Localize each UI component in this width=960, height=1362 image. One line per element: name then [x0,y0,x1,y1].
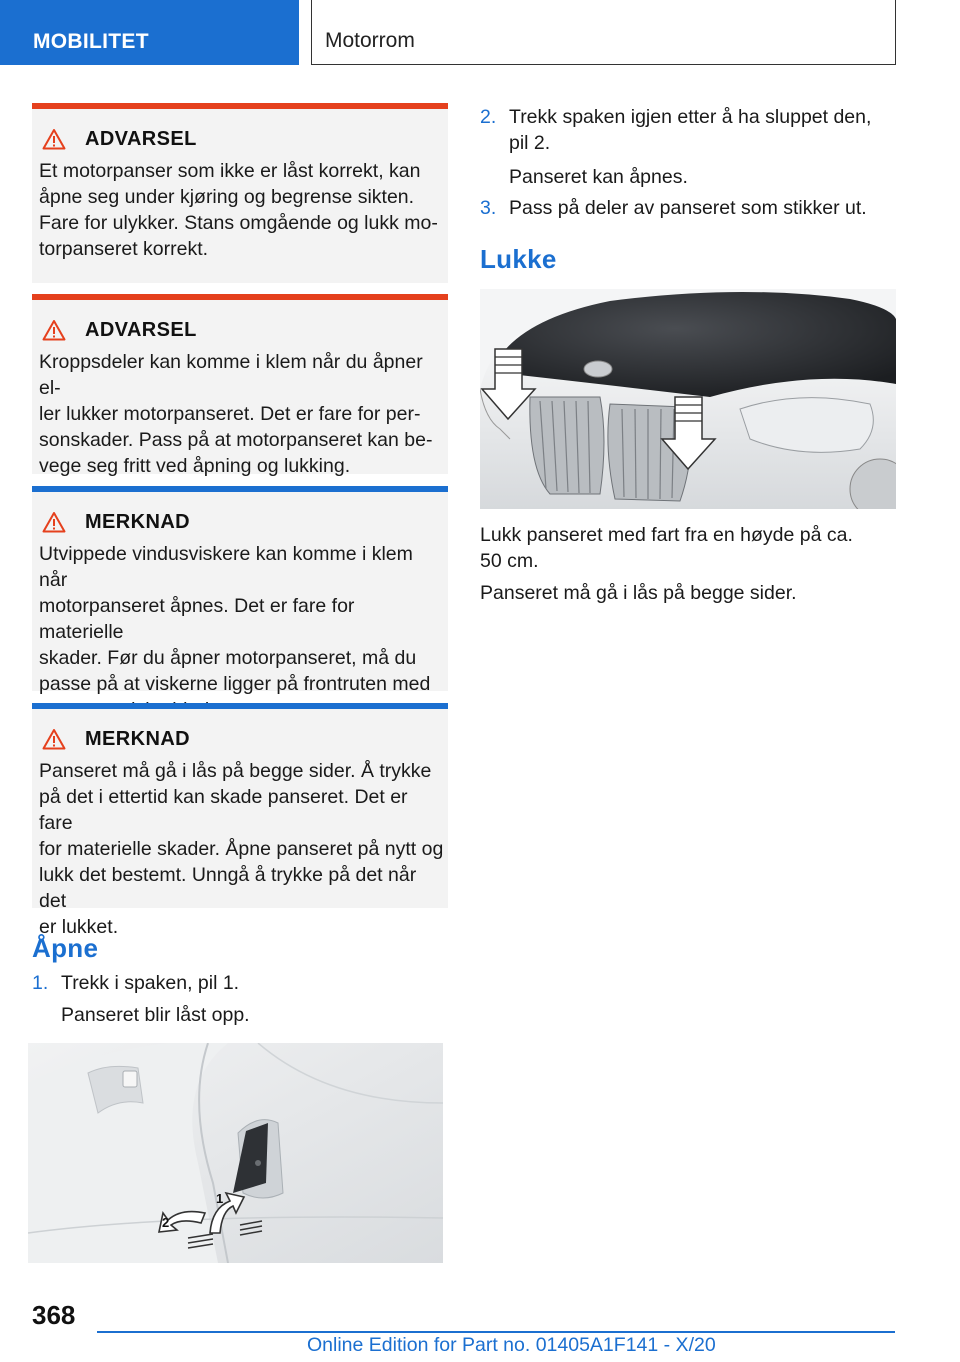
step-number: 2. [480,106,497,128]
notice-body: Kroppsdeler kan komme i klem når du åpner el- ler lukker motorpanseret. Det er fare for per- sonskader. Pass på at motorpanseret kan be- vege seg fritt ved åpning og lukking. [39,351,433,477]
step-result: Panseret blir låst opp. [61,1004,250,1026]
notice-body: Et motorpanser som ikke er låst korrekt, kan åpne seg under kjøring og begrense sikten. Fare for ulykker. Stans omgående og lukk mo- torpanseret korrekt. [39,160,438,260]
note-box-2 [32,703,448,938]
car-hood-closing-illustration [480,289,896,509]
chapter-tab [311,0,896,65]
step-3 [480,195,900,225]
note-bar [32,703,448,709]
arrow-2-icon [143,1198,218,1258]
step-2 [480,104,900,194]
notice-title: MERKNAD [85,510,191,533]
chapter-title: Motorrom [325,29,415,52]
close-instruction: Lukk panseret med fart fra en høyde på ca. 50 cm. [480,524,853,572]
step-result: Panseret kan åpnes. [509,166,688,188]
warning-triangle-icon [42,728,66,750]
section-tab [0,0,299,65]
note-bar [32,486,448,492]
warning-triangle-icon [42,128,66,150]
warning-bar [32,103,448,109]
notice-title: ADVARSEL [85,318,197,341]
footer-divider [97,1331,895,1333]
car-front-drawing [480,289,896,509]
warning-bar [32,294,448,300]
note-box-1 [32,486,448,695]
section-heading-open: Åpne [32,933,99,963]
step-number: 1. [32,972,49,994]
step-1 [32,970,452,1030]
warning-triangle-icon [42,511,66,533]
arrow-1-label: 1 [216,1191,224,1206]
section-title: MOBILITET [33,30,149,53]
notice-body: Panseret må gå i lås på begge sider. Å trykke på det i ettertid kan skade panseret. Det er fare for materielle skader. Åpne panseret på nytt og lukk det bestemt. Unngå å trykke på det når det er lukket. [39,760,444,938]
notice-title: ADVARSEL [85,127,197,150]
step-text: Trekk i spaken, pil 1. [61,972,240,994]
step-text-line: Trekk spaken igjen etter å ha sluppet den, [509,106,872,128]
warning-triangle-icon [42,319,66,341]
notice-title: MERKNAD [85,727,191,750]
step-text-line: pil 2. [509,132,551,154]
arrow-2-label: 2 [162,1215,170,1230]
footer-edition-text: Online Edition for Part no. 01405A1F141 - X/20 [307,1334,716,1356]
section-heading-close: Lukke [480,244,557,274]
warning-box-2 [32,294,448,477]
notice-body: Utvippede vindusviskere kan komme i klem når motorpanseret åpnes. Det er fare for materielle skader. Før du åpner motorpanseret, må du passe på at viskerne ligger på frontruten med [39,543,431,695]
warning-box-1 [32,103,448,283]
step-number: 3. [480,197,497,219]
step-text-line: Pass på deler av panseret som stikker ut. [509,197,867,219]
page-number: 368 [32,1300,76,1330]
close-note: Panseret må gå i lås på begge sider. [480,582,797,604]
hood-release-lever-illustration [28,1043,443,1263]
